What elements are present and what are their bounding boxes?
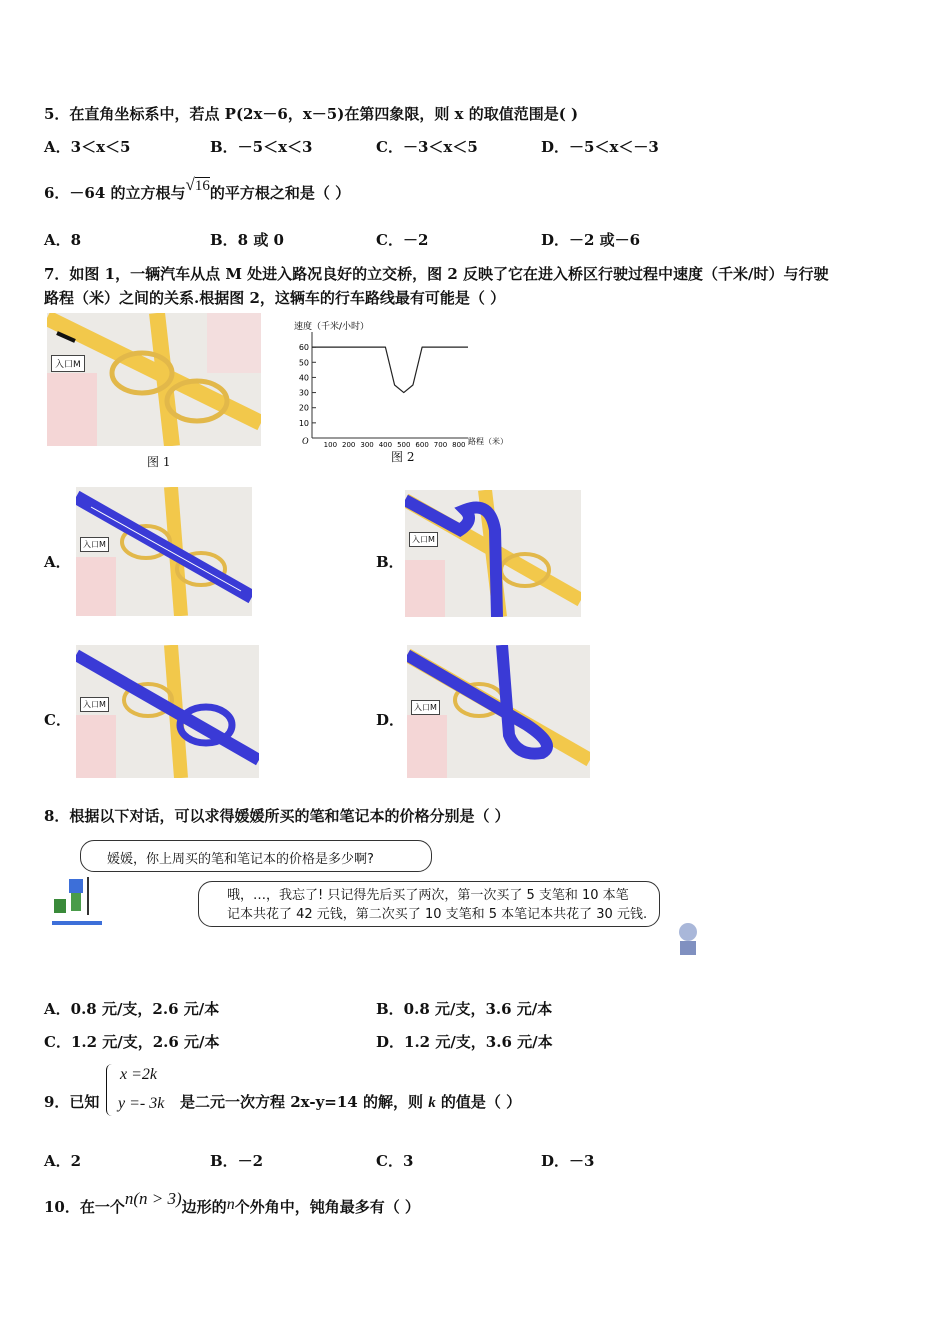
q6-option-a: A．8 <box>44 231 82 249</box>
q9-equation-2: y =- 3k <box>118 1095 165 1112</box>
q9-option-b: B．－2 <box>210 1152 264 1170</box>
x-tick-label: 800 <box>452 441 466 448</box>
x-tick-label: 100 <box>323 441 338 448</box>
q7-option-b-map <box>405 490 581 617</box>
entry-label: 入口M <box>80 537 109 552</box>
q5-option-d: D．－5＜x＜－3 <box>541 138 659 156</box>
q6-stem-before: 6．－64 的立方根与 <box>44 184 186 202</box>
figure1-interchange-map <box>47 313 261 446</box>
q10-prefix: 10．在一个 <box>44 1198 125 1216</box>
figure2-caption: 图 2 <box>391 450 415 464</box>
x-tick-label: 600 <box>415 441 429 448</box>
q8-option-d: D．1.2 元/支，3.6 元/本 <box>376 1033 553 1051</box>
x-axis-label: 路程（米） <box>468 437 508 446</box>
q9-k: k <box>428 1095 436 1111</box>
bubble1-text: 媛媛，你上周买的笔和笔记本的价格是多少啊? <box>107 852 374 867</box>
q8-stem: 8．根据以下对话，可以求得媛媛所买的笔和笔记本的价格分别是（ ） <box>44 807 510 825</box>
dialogue-bubble-question <box>80 840 432 872</box>
q6-option-d: D．－2 或－6 <box>541 231 641 249</box>
q10-stem <box>44 1189 420 1217</box>
q8-option-a: A．0.8 元/支，2.6 元/本 <box>44 1000 220 1018</box>
q8-option-b: B．0.8 元/支，3.6 元/本 <box>376 1000 553 1018</box>
y-tick-label: 60 <box>298 343 309 353</box>
bubble2-line1: 哦，…，我忘了! 只记得先后买了两次，第一次买了 5 支笔和 10 本笔 <box>227 888 629 903</box>
q10-math: n(n > 3) <box>124 1189 182 1208</box>
q9-prefix: 9．已知 <box>44 1093 100 1111</box>
system-brace <box>106 1064 113 1116</box>
q7-option-c-map <box>76 645 259 778</box>
q10-suffix: 个外角中，钝角最多有（ ） <box>234 1198 420 1216</box>
sqrt-expression: √16 <box>185 175 210 194</box>
q7-option-d-map <box>407 645 590 778</box>
x-tick-label: 300 <box>360 441 374 448</box>
dialogue-bubble-answer <box>198 881 660 927</box>
boy-character-icon <box>52 875 102 929</box>
girl-character-icon <box>672 922 704 958</box>
y-tick-label: 30 <box>298 388 309 398</box>
x-tick-label: 200 <box>342 441 356 448</box>
q7-stem-line1: 7．如图 1，一辆汽车从点 M 处进入路况良好的立交桥，图 2 反映了它在进入桥区行驶过程中速度（千米/时）与行驶 <box>44 265 829 283</box>
entry-label: 入口M <box>411 700 440 715</box>
origin-label: O <box>302 436 309 446</box>
q7-option-a-map <box>76 487 252 616</box>
q7-option-d-label: D． <box>376 711 405 729</box>
q5-stem: 5．在直角坐标系中，若点 P(2x－6，x－5)在第四象限，则 x 的取值范围是( ) <box>44 105 579 123</box>
q8-option-c: C．1.2 元/支，2.6 元/本 <box>44 1033 220 1051</box>
q9-suffix <box>180 1091 521 1112</box>
sqrt-radicand: 16 <box>194 178 210 194</box>
figure1-caption: 图 1 <box>147 455 171 469</box>
speed-series-line <box>312 347 468 392</box>
x-tick-label: 700 <box>433 441 448 448</box>
q7-option-b-label: B． <box>376 553 404 571</box>
q10-middle: 边形的 <box>181 1198 227 1216</box>
y-tick-label: 20 <box>298 403 309 413</box>
bubble2-line2: 记本共花了 42 元钱，第二次买了 10 支笔和 5 本笔记本共花了 30 元钱. <box>227 907 648 922</box>
x-tick-label: 400 <box>378 441 393 448</box>
y-tick-label: 50 <box>298 358 309 368</box>
q9-option-d: D．－3 <box>541 1152 595 1170</box>
q10-n: n <box>226 1196 235 1213</box>
entry-label: 入口M <box>80 697 109 712</box>
route-b-graphic <box>405 490 581 617</box>
q9-suffix-a: 是二元一次方程 2x-y=14 的解，则 <box>180 1093 423 1111</box>
q5-option-a: A．3＜x＜5 <box>44 138 131 156</box>
q9-equation-1: x =2k <box>120 1066 157 1083</box>
entry-label: 入口M <box>51 355 85 372</box>
interchange-map-graphic <box>47 313 261 446</box>
q6-stem <box>44 175 351 203</box>
q5-option-b: B．－5＜x＜3 <box>210 138 313 156</box>
chart-title: 速度（千米/小时） <box>294 322 370 332</box>
y-tick-label: 40 <box>298 373 309 383</box>
entry-label: 入口M <box>409 532 438 547</box>
y-tick-label: 10 <box>298 418 309 428</box>
q9-option-c: C．3 <box>376 1152 414 1170</box>
x-tick-label: 500 <box>397 441 411 448</box>
q7-option-a-label: A． <box>44 553 71 571</box>
q6-option-b: B．8 或 0 <box>210 231 284 249</box>
q5-option-c: C．－3＜x＜5 <box>376 138 478 156</box>
speed-distance-chart <box>290 318 525 448</box>
q9-option-a: A．2 <box>44 1152 82 1170</box>
q7-stem-line2: 路程（米）之间的关系.根据图 2，这辆车的行车路线最有可能是（ ） <box>44 289 506 307</box>
q7-option-c-label: C． <box>44 711 71 729</box>
q9-suffix-b: 的值是（ ） <box>440 1093 522 1111</box>
q6-option-c: C．－2 <box>376 231 429 249</box>
q6-stem-after: 的平方根之和是（ ） <box>209 184 351 202</box>
